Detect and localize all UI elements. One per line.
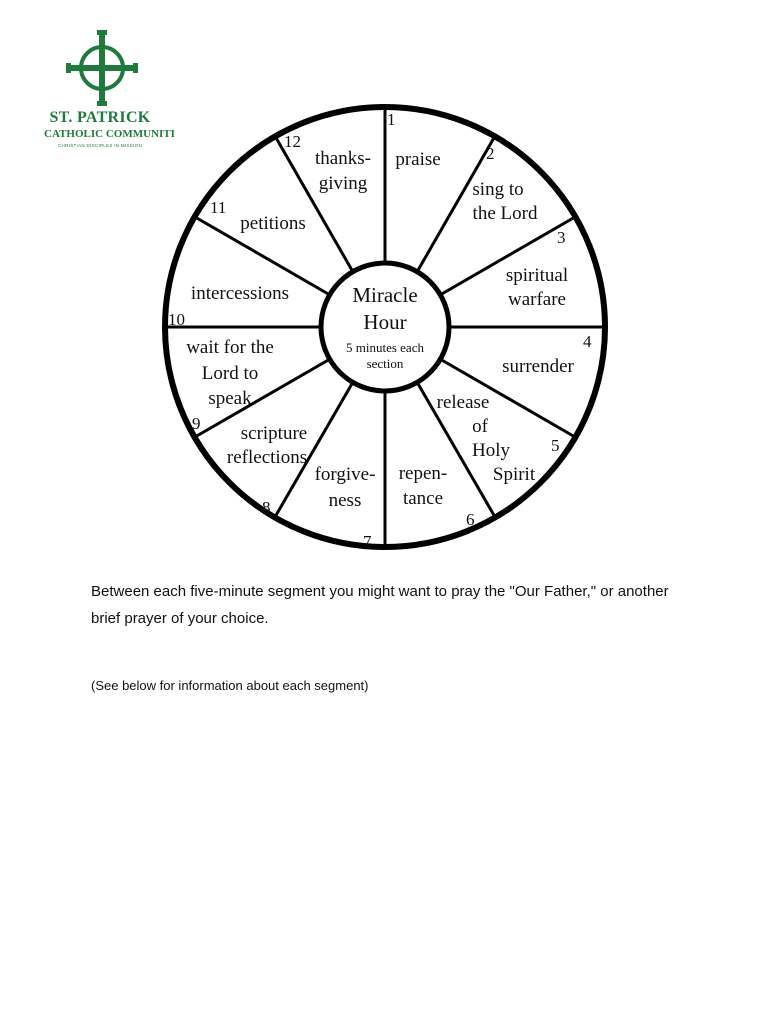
segment-label-release-line1: release — [436, 392, 490, 413]
segment-label-wait-line3: speak — [208, 388, 252, 409]
segment-number-10: 10 — [168, 310, 185, 329]
segment-label-petitions: petitions — [240, 213, 306, 234]
segment-label-scripture-line1: scripture — [240, 423, 308, 444]
segment-label-sing-line1: sing to — [472, 179, 524, 200]
segment-number-5: 5 — [551, 436, 560, 455]
miracle-hour-wheel — [150, 95, 620, 565]
segment-number-8: 8 — [262, 498, 271, 517]
segment-label-wait-line2: Lord to — [201, 363, 259, 384]
segment-label-forgiveness-line1: forgive- — [314, 464, 376, 485]
segment-number-4: 4 — [583, 332, 592, 351]
segment-number-9: 9 — [192, 414, 201, 433]
center-subtitle-line2: section — [366, 356, 404, 371]
segment-label-forgiveness-line2: ness — [328, 490, 362, 511]
logo-subname: CATHOLIC COMMUNITI — [44, 128, 175, 140]
segment-label-thanksgiving-line1: thanks- — [315, 148, 371, 169]
segment-label-scripture-line2: reflections — [226, 447, 308, 468]
segment-label-sing-line2: the Lord — [472, 203, 538, 224]
segment-number-6: 6 — [466, 510, 475, 529]
celtic-cross-icon — [66, 30, 138, 106]
logo-tagline: CHRISTIAN DISCIPLES IN MISSION — [58, 143, 143, 148]
segment-number-7: 7 — [363, 532, 372, 551]
segment-label-repentance-line2: tance — [402, 488, 444, 509]
segment-info-note: (See below for information about each segment) — [91, 678, 369, 693]
prayer-caption: Between each five-minute segment you might want to pray the "Our Father," or another brief prayer of your choice. — [91, 583, 669, 627]
segment-label-spiritual-line1: spiritual — [505, 265, 569, 286]
segment-number-11: 11 — [210, 198, 227, 217]
segment-number-2: 2 — [486, 144, 495, 163]
center-title-line2: Hour — [363, 310, 407, 334]
segment-label-surrender: surrender — [502, 356, 574, 377]
segment-label-release-line3: Holy — [472, 440, 510, 461]
segment-label-release-line4: Spirit — [492, 464, 536, 485]
segment-number-3: 3 — [557, 228, 566, 247]
logo-name: ST. PATRICK — [49, 109, 151, 126]
center-subtitle-line1: 5 minutes each — [346, 340, 424, 355]
segment-label-release-line2: of — [472, 416, 488, 437]
segment-label-repentance-line1: repen- — [398, 463, 448, 484]
segment-label-intercessions: intercessions — [190, 283, 290, 304]
segment-number-12: 12 — [284, 132, 301, 151]
logo — [40, 30, 175, 155]
segment-label-spiritual-line2: warfare — [507, 289, 567, 310]
segment-label-thanksgiving-line2: giving — [318, 173, 368, 194]
segment-label-praise: praise — [395, 149, 441, 170]
center-title-line1: Miracle — [352, 283, 418, 307]
segment-label-wait-line1: wait for the — [186, 337, 274, 358]
segment-number-1: 1 — [387, 110, 396, 129]
